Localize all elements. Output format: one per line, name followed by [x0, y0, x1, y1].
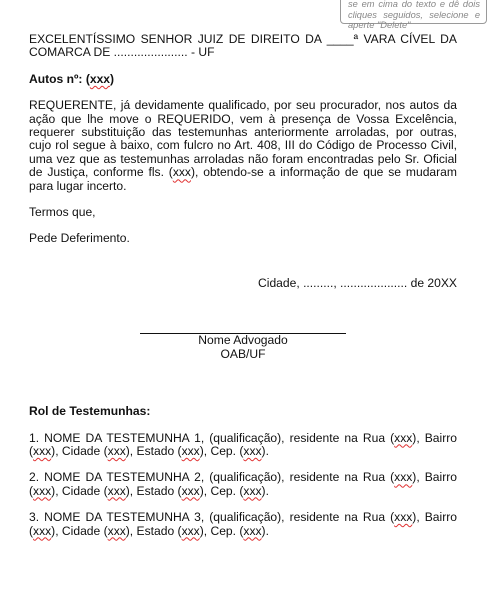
- lawyer-name: Nome Advogado: [198, 333, 288, 348]
- petition-document: [29, 33, 457, 538]
- case-number: Autos nº: (xxx): [29, 71, 115, 86]
- witness-item: 2. NOME DA TESTEMUNHA 2, (qualificação), residente na Rua (xxx), Bairro (xxx), Cidade (xxx), Estado (xxx), Cep. (xxx).: [29, 470, 457, 498]
- closing-termos: Termos que,: [29, 205, 96, 220]
- case-number-value: xxx: [89, 71, 111, 86]
- lawyer-oab: OAB/UF: [220, 346, 266, 361]
- petition-paragraph: REQUERENTE, já devidamente qualificado, por seu procurador, nos autos da ação que lhe move o REQUERIDO, vem à presença de Vossa Excelência, requerer substituição das testemunhas anteriormente arroladas, por outras, cujo rol segue à baixo, com fulcro no Art. 408, III do Código de Processo Civil, uma vez que as testemunhas arroladas não foram encontradas pelo Sr. Oficial de Justiça, conforme fls. (xxx), obtendo-se a informação de que se mudaram para lugar incerto.: [29, 98, 457, 193]
- tooltip-text: se em cima do texto e dê dois cliques seguidos, selecione e aperte "Delete": [348, 0, 480, 31]
- witness-item: 3. NOME DA TESTEMUNHA 3, (qualificação), residente na Rua (xxx), Bairro (xxx), Cidade (xxx), Estado (xxx), Cep. (xxx).: [29, 510, 457, 538]
- fls-value: xxx: [172, 165, 191, 180]
- witness-item: 1. NOME DA TESTEMUNHA 1, (qualificação), residente na Rua (xxx), Bairro (xxx), Cidade (xxx), Estado (xxx), Cep. (xxx).: [29, 430, 457, 458]
- date-line: Cidade, ........., .................... de 20XX: [258, 275, 457, 290]
- court-header: EXCELENTÍSSIMO SENHOR JUIZ DE DIREITO DA ____ª VARA CÍVEL DA COMARCA DE ...................... - UF: [29, 32, 457, 60]
- signature-block: [140, 333, 346, 361]
- witness-list-title: Rol de Testemunhas:: [29, 404, 151, 419]
- instruction-tooltip: [340, 0, 487, 31]
- closing-pede: Pede Deferimento.: [29, 231, 130, 246]
